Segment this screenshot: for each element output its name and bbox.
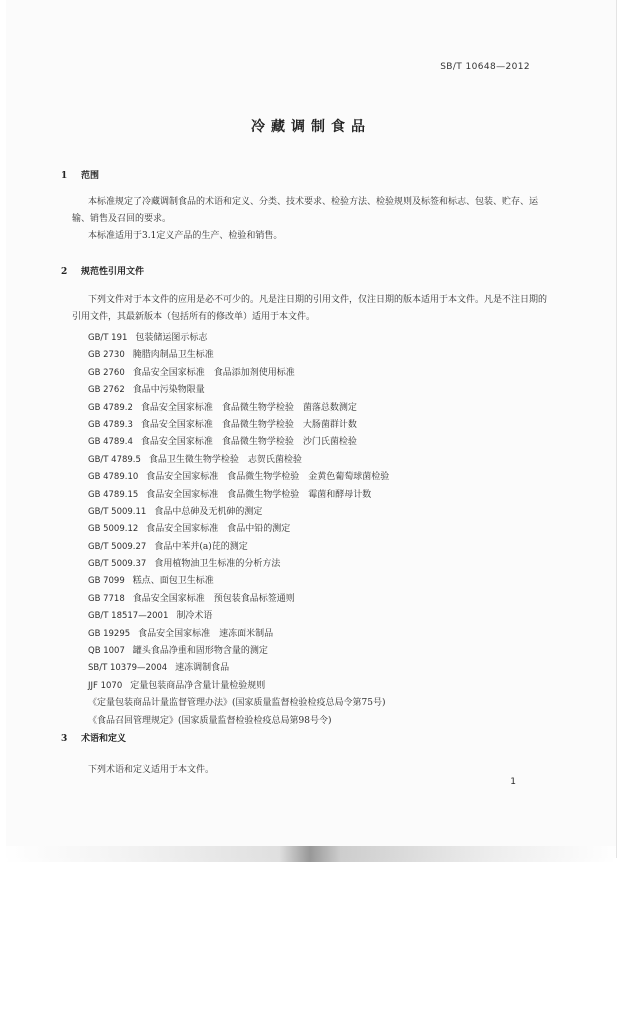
document-title: 冷藏调制食品	[251, 119, 371, 135]
reference-code: GB 4789.10	[88, 472, 139, 483]
reference-title: 腌腊肉制品卫生标准	[132, 350, 214, 361]
section-heading-references	[61, 264, 144, 277]
reference-item	[88, 573, 389, 590]
reference-code: GB/T 5009.37	[88, 559, 147, 570]
section-title: 术语和定义	[81, 734, 127, 744]
reference-code: GB 2760	[88, 367, 125, 378]
terms-intro	[72, 762, 550, 779]
reference-code: GB 4789.2	[88, 402, 133, 413]
section-number: 3	[61, 734, 68, 744]
references-intro	[72, 292, 550, 326]
paragraph: 本标准规定了冷藏调制食品的术语和定义、分类、技术要求、检验方法、检验规则及标签和标志、包装、贮存、运输、销售及召回的要求。	[72, 197, 539, 224]
standard-code: SB/T 10648—2012	[440, 62, 530, 72]
reference-title: 食品安全国家标准 食品添加剂使用标准	[132, 367, 295, 378]
reference-title: 制冷术语	[176, 611, 213, 622]
reference-code: GB/T 4789.5	[88, 454, 141, 465]
reference-code: GB/T 5009.27	[88, 541, 147, 552]
reference-title: 食品安全国家标准 食品微生物学检验 沙门氏菌检验	[140, 437, 357, 448]
reference-title: 罐头食品净重和固形物含量的测定	[132, 646, 268, 657]
reference-item	[88, 521, 389, 538]
reference-item	[88, 608, 389, 625]
reference-code: GB 2762	[88, 385, 125, 396]
reference-code: SB/T 10379—2004	[88, 663, 168, 674]
reference-item	[88, 504, 389, 521]
page-number: 1	[510, 777, 516, 787]
reference-title: 食品中苯并(a)芘的测定	[154, 541, 248, 552]
section-title: 规范性引用文件	[81, 267, 145, 277]
reference-code: GB 5009.12	[88, 524, 139, 535]
scope-text	[72, 194, 550, 245]
reference-code: GB/T 191	[88, 333, 128, 343]
reference-title: 食品安全国家标准 食品微生物学检验 大肠菌群计数	[140, 419, 357, 430]
section-number: 1	[61, 171, 68, 181]
reference-item	[88, 452, 389, 469]
reference-title: 食品安全国家标准 速冻面米制品	[138, 628, 274, 639]
reference-item	[88, 469, 389, 486]
reference-code: GB/T 18517—2001	[88, 611, 169, 622]
reference-title: 食品安全国家标准 预包装食品标签通则	[132, 593, 295, 604]
reference-title: 食品安全国家标准 食品微生物学检验 霉菌和酵母计数	[146, 489, 372, 500]
paragraph: 下列文件对于本文件的应用是必不可少的。凡是注日期的引用文件，仅注日期的版本适用于本文件。凡是不注日期的引用文件，其最新版本（包括所有的修改单）适用于本文件。	[72, 295, 548, 322]
reference-title: 速冻调制食品	[175, 663, 230, 674]
reference-item	[88, 556, 389, 573]
reference-title: 食品安全国家标准 食品微生物学检验 金黄色葡萄球菌检验	[146, 472, 390, 483]
reference-item	[88, 365, 389, 382]
reference-item	[88, 678, 389, 695]
reference-code: GB 7099	[88, 576, 125, 587]
reference-item	[88, 539, 389, 556]
paragraph: 本标准适用于3.1定义产品的生产、检验和销售。	[88, 231, 283, 241]
reference-title: 食品安全国家标准 食品微生物学检验 菌落总数测定	[140, 402, 357, 413]
document-page	[6, 0, 617, 858]
reference-item	[88, 382, 389, 399]
reference-code: QB 1007	[88, 646, 125, 657]
reference-item	[88, 347, 389, 364]
reference-item	[88, 487, 389, 504]
section-title: 范围	[81, 171, 100, 181]
reference-item	[88, 434, 389, 451]
paragraph: 下列术语和定义适用于本文件。	[88, 765, 215, 775]
reference-item	[88, 330, 389, 347]
reference-title: 食用植物油卫生标准的分析方法	[154, 559, 281, 570]
reference-title: 《食品召回管理规定》(国家质量监督检验检疫总局第98号令)	[88, 715, 332, 726]
section-heading-scope	[61, 168, 99, 181]
reference-code: GB 19295	[88, 628, 131, 639]
reference-code: GB 7718	[88, 593, 125, 604]
reference-code: GB 4789.15	[88, 489, 139, 500]
reference-title: 《定量包装商品计量监督管理办法》(国家质量监督检验检疫总局令第75号)	[88, 698, 386, 709]
reference-item	[88, 400, 389, 417]
reference-list	[88, 330, 389, 730]
reference-title: 食品中总砷及无机砷的测定	[154, 506, 263, 517]
reference-item	[88, 695, 389, 712]
reference-title: 食品卫生微生物学检验 志贺氏菌检验	[148, 454, 302, 465]
reference-item	[88, 643, 389, 660]
reference-code: GB 4789.3	[88, 419, 133, 430]
reference-item	[88, 713, 389, 730]
reference-code: GB 4789.4	[88, 437, 133, 448]
reference-title: 定量包装商品净含量计量检验规则	[130, 680, 266, 691]
reference-title: 食品安全国家标准 食品中铅的测定	[146, 524, 291, 535]
reference-code: JJF 1070	[88, 680, 123, 691]
reference-title: 包装储运图示标志	[135, 333, 208, 343]
reference-title: 食品中污染物限量	[132, 385, 205, 396]
reference-item	[88, 626, 389, 643]
reference-code: GB/T 5009.11	[88, 506, 147, 517]
section-number: 2	[61, 267, 68, 277]
reference-item	[88, 417, 389, 434]
reference-item	[88, 660, 389, 677]
reference-title: 糕点、面包卫生标准	[132, 576, 214, 587]
reference-code: GB 2730	[88, 350, 125, 361]
section-heading-terms	[61, 731, 126, 744]
reference-item	[88, 591, 389, 608]
scan-edge-shadow	[4, 846, 616, 862]
